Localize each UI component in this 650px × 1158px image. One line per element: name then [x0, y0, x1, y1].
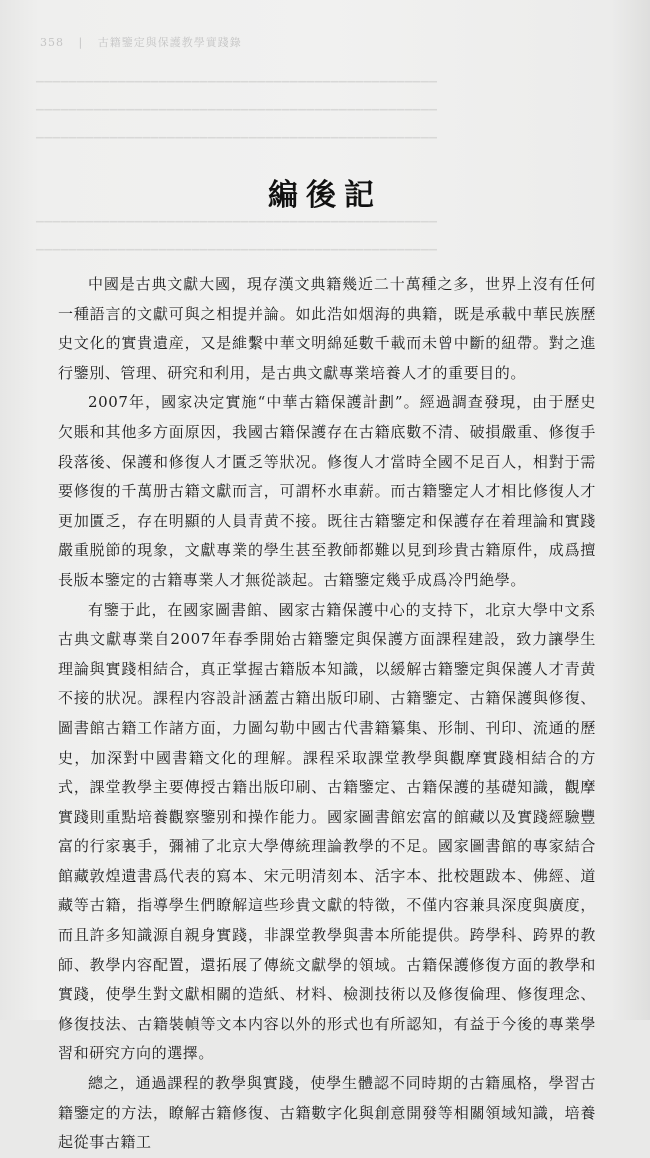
- page-number: 358: [40, 36, 64, 49]
- show-through-texture: ▁▁▁▁▁▁▁▁▁▁▁▁▁▁▁▁▁▁▁▁▁▁▁▁▁▁▁▁▁▁▁▁▁▁▁▁▁▁▁▁▁▁▁▁▁▁▁▁▁: [36, 100, 438, 111]
- show-through-texture: ▁▁▁▁▁▁▁▁▁▁▁▁▁▁▁▁▁▁▁▁▁▁▁▁▁▁▁▁▁▁▁▁▁▁▁▁▁▁▁▁▁▁▁▁▁▁▁▁▁: [36, 240, 438, 251]
- paragraph-3: 有鑒于此，在國家圖書館、國家古籍保護中心的支持下，北京大學中文系古典文獻專業自2007年春季開始古籍鑒定與保護方面課程建設，致力讓學生理論與實踐相結合，真正掌握古籍版本知識，以緩解古籍鑒定與保護人才青黄不接的狀况。課程内容設計涵蓋古籍出版印刷、古籍鑒定、古籍保護與修復、圖書館古籍工作諸方面，力圖勾勒中國古代書籍纂集、形制、刊印、流通的歷史，加深對中國書籍文化的理解。課程采取課堂教學與觀摩實踐相結合的方式，課堂教學主要傳授古籍出版印刷、古籍鑒定、古籍保護的基礎知識，觀摩實踐則重點培養觀察鑒别和操作能力。國家圖書館宏富的館藏以及實踐經驗豐富的行家裏手，彌補了北京大學傳統理論教學的不足。國家圖書館的專家結合館藏敦煌遺書爲代表的寫本、宋元明清刻本、活字本、批校題跋本、佛經、道藏等古籍，指導學生們瞭解這些珍貴文獻的特徵，不僅内容兼具深度與廣度，而且許多知識源自親身實踐，非課堂教學與書本所能提供。跨學科、跨界的教師、教學内容配置，還拓展了傳統文獻學的領域。古籍保護修復方面的教學和實踐，使學生對文獻相關的造紙、材料、檢測技術以及修復倫理、修復理念、修復技法、古籍裝幀等文本内容以外的形式也有所認知，有益于今後的專業學習和研究方向的選擇。: [58, 600, 596, 1063]
- header-separator: |: [78, 36, 84, 49]
- paragraph-4: 總之，通過課程的教學與實踐，使學生體認不同時期的古籍風格，學習古籍鑒定的方法，瞭解古籍修復、古籍數字化與創意開發等相關領域知識，培養起從事古籍工: [58, 1074, 596, 1152]
- show-through-texture: ▁▁▁▁▁▁▁▁▁▁▁▁▁▁▁▁▁▁▁▁▁▁▁▁▁▁▁▁▁▁▁▁▁▁▁▁▁▁▁▁▁▁▁▁▁▁▁▁▁: [36, 128, 438, 139]
- paragraph-1: 中國是古典文獻大國，現存漢文典籍幾近二十萬種之多，世界上沒有任何一種語言的文獻可與之相提并論。如此浩如烟海的典籍，既是承載中華民族歷史文化的實貴遺産，又是維繫中華文明綿延數千載而未曾中斷的紐帶。對之進行鑒別、管理、研究和利用，是古典文獻專業培養人才的重要目的。: [58, 275, 596, 382]
- running-header: [40, 34, 252, 50]
- book-title: 古籍鑒定與保護教學實踐錄: [97, 36, 242, 49]
- show-through-texture: ▁▁▁▁▁▁▁▁▁▁▁▁▁▁▁▁▁▁▁▁▁▁▁▁▁▁▁▁▁▁▁▁▁▁▁▁▁▁▁▁▁▁▁▁▁▁▁▁▁: [36, 212, 438, 223]
- show-through-texture: ▁▁▁▁▁▁▁▁▁▁▁▁▁▁▁▁▁▁▁▁▁▁▁▁▁▁▁▁▁▁▁▁▁▁▁▁▁▁▁▁▁▁▁▁▁▁▁▁▁: [36, 72, 438, 83]
- page-title: 編後記: [268, 178, 382, 213]
- body-text: [58, 270, 596, 1158]
- paragraph-2: 2007年，國家决定實施“中華古籍保護計劃”。經過調查發現，由于歷史欠賬和其他多方面原因，我國古籍保護存在古籍底數不清、破損嚴重、修復手段落後、保護和修復人才匱乏等狀况。修復人才當時全國不足百人，相對于需要修復的千萬册古籍文獻而言，可謂杯水車薪。而古籍鑒定人才相比修復人才更加匱乏，存在明顯的人員青黄不接。既往古籍鑒定和保護存在着理論和實踐嚴重脱節的現象，文獻專業的學生甚至教師都難以見到珍貴古籍原件，成爲擅長版本鑒定的古籍專業人才無從談起。古籍鑒定幾乎成爲冷門絶學。: [58, 393, 596, 589]
